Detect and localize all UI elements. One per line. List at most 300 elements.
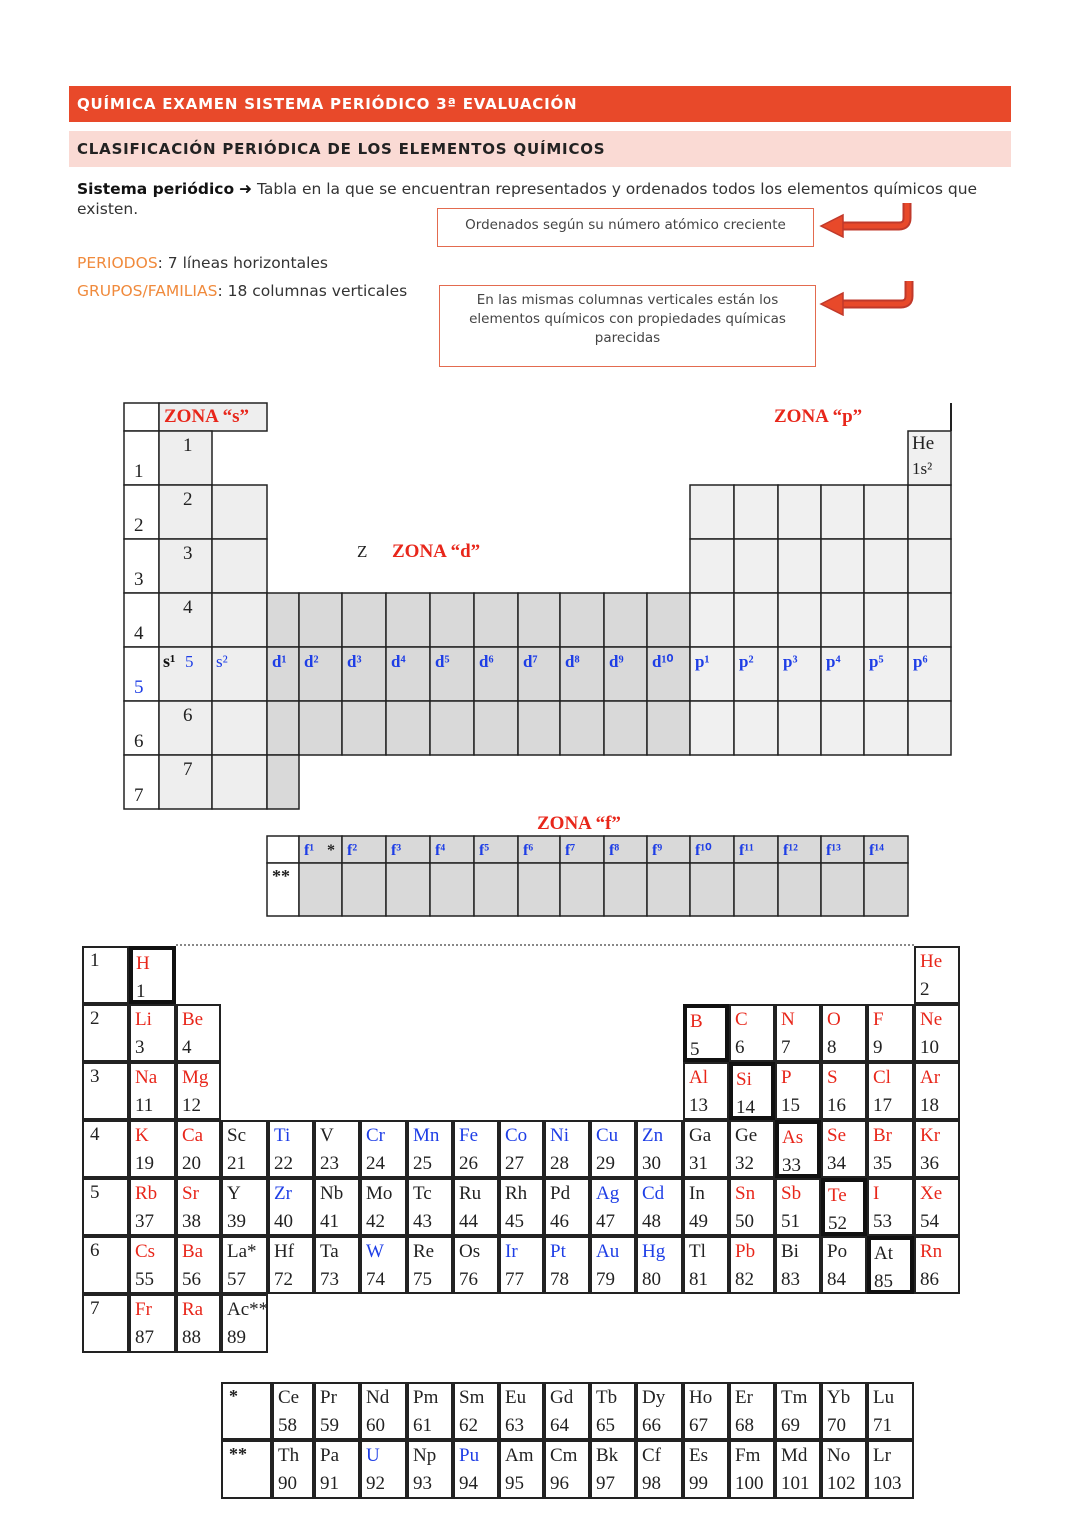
element-symbol: In	[689, 1183, 705, 1204]
element-symbol: Sb	[781, 1183, 802, 1204]
atomic-number: 86	[920, 1269, 939, 1290]
element-cell	[176, 1062, 221, 1120]
element-symbol: Mo	[366, 1183, 393, 1204]
element-cell	[176, 1004, 221, 1062]
element-cell	[914, 1004, 960, 1062]
element-symbol: Ru	[459, 1183, 482, 1204]
element-symbol: Sr	[182, 1183, 199, 1204]
s2-cell	[212, 593, 267, 647]
atomic-number: 68	[735, 1415, 754, 1436]
p-cell	[734, 593, 778, 647]
element-cell	[544, 1440, 590, 1499]
atomic-number: 46	[550, 1211, 569, 1232]
element-symbol: Pd	[550, 1183, 571, 1204]
atomic-number: 56	[182, 1269, 201, 1290]
s2-cell	[212, 539, 267, 593]
atomic-number: 92	[366, 1473, 385, 1494]
zone-d-label: ZONA “d”	[392, 541, 481, 562]
element-symbol: Kr	[920, 1125, 941, 1146]
atomic-number: 72	[274, 1269, 293, 1290]
period-number: 4	[134, 623, 144, 644]
atomic-number: 63	[505, 1415, 524, 1436]
element-symbol: Cu	[596, 1125, 619, 1146]
atomic-number: 13	[689, 1095, 708, 1116]
f-cell	[299, 863, 342, 916]
atomic-number: 58	[278, 1415, 297, 1436]
element-cell	[821, 1178, 867, 1236]
atomic-number: 5	[690, 1039, 700, 1060]
note-atomic-order: Ordenados según su número atómico creciente	[437, 208, 814, 247]
element-symbol: Xe	[920, 1183, 943, 1204]
element-cell	[221, 1236, 268, 1294]
p-cell	[778, 593, 821, 647]
period-cell: 5	[82, 1178, 129, 1236]
atomic-number: 91	[320, 1473, 339, 1494]
d-label: d¹⁰	[652, 652, 674, 671]
element-cell	[821, 1440, 867, 1499]
atomic-number: 85	[874, 1271, 893, 1292]
element-cell	[914, 1120, 960, 1178]
atomic-number: 10	[920, 1037, 939, 1058]
element-cell	[453, 1236, 499, 1294]
d-label: d²	[304, 652, 319, 671]
element-cell	[453, 1382, 499, 1440]
atomic-number: 37	[135, 1211, 154, 1232]
zone-d-prefix: Z	[357, 542, 368, 561]
d-cell	[474, 701, 518, 755]
element-symbol: Mg	[182, 1067, 209, 1088]
zone-f-label: ZONA “f”	[537, 813, 621, 834]
s2-cell	[212, 755, 267, 809]
f-cell	[386, 863, 430, 916]
f-label: f¹¹	[739, 842, 754, 859]
element-cell	[407, 1440, 453, 1499]
element-cell	[775, 1120, 821, 1178]
element-symbol: Ac**	[227, 1299, 269, 1320]
atomic-number: 19	[135, 1153, 154, 1174]
d-label: d¹	[272, 652, 287, 671]
atomic-number: 87	[135, 1327, 154, 1348]
period-cell: 6	[82, 1236, 129, 1294]
p-cell	[690, 485, 734, 539]
element-symbol: I	[873, 1183, 880, 1204]
f-row-label: **	[272, 866, 290, 886]
atomic-number: 40	[274, 1211, 293, 1232]
atomic-number: 54	[920, 1211, 939, 1232]
element-cell	[268, 1178, 314, 1236]
element-cell	[314, 1120, 360, 1178]
element-cell	[729, 1382, 775, 1440]
element-cell	[683, 1004, 729, 1062]
f-cell	[734, 863, 778, 916]
d-label: d⁵	[435, 652, 450, 671]
element-cell	[775, 1236, 821, 1294]
element-symbol: Es	[689, 1445, 708, 1466]
f-star-mark: *	[327, 842, 335, 859]
element-cell	[272, 1440, 314, 1499]
atomic-number: 98	[642, 1473, 661, 1494]
period-number: 7	[134, 785, 144, 806]
atomic-number: 90	[278, 1473, 297, 1494]
element-symbol: Te	[828, 1185, 847, 1206]
element-symbol: F	[873, 1009, 884, 1030]
atomic-number: 2	[920, 979, 930, 1000]
atomic-number: 17	[873, 1095, 892, 1116]
element-cell	[821, 1120, 867, 1178]
f-label: f¹²	[783, 842, 798, 859]
d-cell	[267, 755, 299, 809]
atomic-number: 55	[135, 1269, 154, 1290]
atomic-number: 59	[320, 1415, 339, 1436]
f-cell	[647, 863, 690, 916]
element-symbol: Tc	[413, 1183, 432, 1204]
atomic-number: 70	[827, 1415, 846, 1436]
f-series-label-cell: **	[221, 1440, 272, 1499]
element-cell	[867, 1004, 914, 1062]
f-label: f¹	[304, 842, 315, 859]
element-cell	[314, 1178, 360, 1236]
s-column-number: 4	[183, 597, 193, 618]
atomic-number: 74	[366, 1269, 385, 1290]
element-cell	[176, 1120, 221, 1178]
d-label: d⁷	[523, 652, 538, 671]
element-cell	[775, 1440, 821, 1499]
p-cell	[690, 701, 734, 755]
element-cell	[867, 1382, 914, 1440]
d-cell	[560, 701, 604, 755]
element-symbol: Po	[827, 1241, 848, 1262]
atomic-number: 71	[873, 1415, 892, 1436]
element-cell	[314, 1382, 360, 1440]
atomic-number: 88	[182, 1327, 201, 1348]
element-cell	[821, 1004, 867, 1062]
f-label: f¹³	[826, 842, 841, 859]
note-columns: En las mismas columnas verticales están los elementos químicos con propiedades químicas parecidas	[439, 285, 816, 367]
element-cell	[129, 1178, 176, 1236]
atomic-number: 45	[505, 1211, 524, 1232]
element-cell	[314, 1440, 360, 1499]
element-cell	[683, 1440, 729, 1499]
element-cell	[499, 1236, 544, 1294]
element-cell	[683, 1062, 729, 1120]
element-symbol: Pt	[550, 1241, 566, 1262]
periodos-label: PERIODOS	[77, 254, 158, 272]
he-config: 1s²	[912, 459, 933, 478]
f-cell	[778, 863, 821, 916]
atomic-number: 34	[827, 1153, 846, 1174]
f-series-label-cell: *	[221, 1382, 272, 1440]
element-symbol: Be	[182, 1009, 204, 1030]
atomic-number: 32	[735, 1153, 754, 1174]
p-cell	[821, 539, 864, 593]
element-symbol: Ar	[920, 1067, 941, 1088]
element-symbol: Np	[413, 1445, 437, 1466]
d-cell	[518, 701, 560, 755]
atomic-number: 22	[274, 1153, 293, 1174]
p-cell	[908, 593, 951, 647]
atomic-number: 25	[413, 1153, 432, 1174]
element-symbol: Gd	[550, 1387, 574, 1408]
element-symbol: Lr	[873, 1445, 891, 1466]
atomic-number: 6	[735, 1037, 745, 1058]
d-label: d⁶	[479, 652, 494, 671]
atomic-number: 42	[366, 1211, 385, 1232]
element-cell	[129, 1062, 176, 1120]
element-symbol: Fe	[459, 1125, 478, 1146]
element-symbol: Bi	[781, 1241, 799, 1262]
element-symbol: Sm	[459, 1387, 485, 1408]
atomic-number: 102	[827, 1473, 856, 1494]
element-symbol: Rb	[135, 1183, 158, 1204]
element-symbol: La*	[227, 1241, 257, 1262]
element-cell	[268, 1120, 314, 1178]
d-cell	[430, 593, 474, 647]
element-cell	[729, 1120, 775, 1178]
element-cell	[221, 1178, 268, 1236]
period-cell: 7	[82, 1294, 129, 1353]
element-symbol: Al	[689, 1067, 708, 1088]
atomic-number: 76	[459, 1269, 478, 1290]
element-cell	[272, 1382, 314, 1440]
atomic-number: 15	[781, 1095, 800, 1116]
element-symbol: B	[690, 1011, 703, 1032]
d-cell	[386, 593, 430, 647]
f-cell	[560, 863, 604, 916]
element-symbol: Os	[459, 1241, 481, 1262]
atomic-number: 3	[135, 1037, 145, 1058]
d-cell	[267, 701, 299, 755]
f-label: f⁴	[435, 842, 446, 859]
period-cell: 1	[82, 946, 129, 1004]
element-cell	[544, 1178, 590, 1236]
element-symbol: Fm	[735, 1445, 761, 1466]
element-cell	[544, 1382, 590, 1440]
atomic-number: 36	[920, 1153, 939, 1174]
f-label: f³	[391, 842, 402, 859]
p-label: p³	[783, 652, 798, 671]
p-cell	[734, 485, 778, 539]
element-symbol: Cm	[550, 1445, 578, 1466]
atomic-number: 33	[782, 1155, 801, 1176]
atomic-number: 14	[736, 1097, 755, 1118]
f-label: f⁶	[523, 842, 534, 859]
atomic-number: 9	[873, 1037, 883, 1058]
element-symbol: Y	[227, 1183, 241, 1204]
atomic-number: 38	[182, 1211, 201, 1232]
element-cell	[636, 1382, 683, 1440]
atomic-number: 103	[873, 1473, 902, 1494]
element-symbol: H	[136, 953, 150, 974]
element-cell	[729, 1178, 775, 1236]
element-cell	[914, 1178, 960, 1236]
d-cell	[604, 593, 647, 647]
atomic-number: 23	[320, 1153, 339, 1174]
f-cell	[430, 863, 474, 916]
p-cell	[778, 539, 821, 593]
atomic-number: 97	[596, 1473, 615, 1494]
intro-text: Tabla en la que se encuentran representados y ordenados todos los elementos químicos que existen.	[77, 180, 978, 218]
d-cell	[604, 701, 647, 755]
p-label: p²	[739, 652, 754, 671]
element-symbol: Md	[781, 1445, 808, 1466]
atomic-number: 82	[735, 1269, 754, 1290]
p-cell	[690, 539, 734, 593]
element-cell	[221, 1294, 268, 1353]
element-symbol: Re	[413, 1241, 435, 1262]
atomic-number: 51	[781, 1211, 800, 1232]
period-1-gap-line	[176, 944, 914, 946]
element-symbol: Dy	[642, 1387, 666, 1408]
atomic-number: 21	[227, 1153, 246, 1174]
element-symbol: Si	[736, 1069, 752, 1090]
element-cell	[590, 1120, 636, 1178]
atomic-number: 50	[735, 1211, 754, 1232]
d-cell	[560, 593, 604, 647]
element-symbol: K	[135, 1125, 149, 1146]
atomic-number: 79	[596, 1269, 615, 1290]
section-title: CLASIFICACIÓN PERIÓDICA DE LOS ELEMENTOS QUÍMICOS	[69, 131, 1011, 167]
element-cell	[176, 1294, 221, 1353]
element-symbol: O	[827, 1009, 841, 1030]
element-symbol: Au	[596, 1241, 620, 1262]
element-symbol: C	[735, 1009, 748, 1030]
element-symbol: Ca	[182, 1125, 204, 1146]
atomic-number: 73	[320, 1269, 339, 1290]
f-cell	[342, 863, 386, 916]
s1-label: s¹	[163, 651, 176, 671]
period-number: 3	[134, 569, 144, 590]
element-symbol: Ni	[550, 1125, 569, 1146]
f-cell	[864, 863, 908, 916]
f-label: f⁸	[609, 842, 620, 859]
element-cell	[499, 1178, 544, 1236]
element-symbol: Cl	[873, 1067, 891, 1088]
d-label: d³	[347, 652, 362, 671]
s2-label: s²	[216, 652, 228, 671]
element-cell	[867, 1178, 914, 1236]
period-number: 6	[134, 731, 144, 752]
atomic-number: 1	[136, 981, 146, 1002]
atomic-number: 101	[781, 1473, 810, 1494]
atomic-number: 89	[227, 1327, 246, 1348]
element-symbol: Sc	[227, 1125, 246, 1146]
element-cell	[129, 946, 176, 1004]
s2-cell	[212, 701, 267, 755]
element-cell	[821, 1236, 867, 1294]
element-symbol: Eu	[505, 1387, 527, 1408]
atomic-number: 64	[550, 1415, 569, 1436]
f-label: f⁹	[652, 842, 663, 859]
element-symbol: Ge	[735, 1125, 758, 1146]
element-symbol: At	[874, 1243, 893, 1264]
s-column-number: 1	[183, 435, 193, 456]
atomic-number: 53	[873, 1211, 892, 1232]
element-cell	[590, 1382, 636, 1440]
element-cell	[129, 1120, 176, 1178]
atomic-number: 80	[642, 1269, 661, 1290]
atomic-number: 93	[413, 1473, 432, 1494]
atomic-number: 77	[505, 1269, 524, 1290]
atomic-number: 52	[828, 1213, 847, 1234]
element-symbol: Cr	[366, 1125, 385, 1146]
element-symbol: He	[920, 951, 943, 972]
element-symbol: Pr	[320, 1387, 337, 1408]
element-symbol: Tl	[689, 1241, 706, 1262]
p-cell	[864, 593, 908, 647]
element-cell	[268, 1236, 314, 1294]
f-cell	[690, 863, 734, 916]
grupos-label: GRUPOS/FAMILIAS	[77, 282, 218, 300]
element-cell	[590, 1236, 636, 1294]
element-symbol: Ga	[689, 1125, 712, 1146]
f-cell	[474, 863, 518, 916]
d-cell	[518, 593, 560, 647]
period-cell: 3	[82, 1062, 129, 1120]
atomic-number: 48	[642, 1211, 661, 1232]
atomic-number: 35	[873, 1153, 892, 1174]
element-cell	[775, 1062, 821, 1120]
p-label: p⁶	[913, 652, 928, 671]
element-cell	[683, 1178, 729, 1236]
element-symbol: Yb	[827, 1387, 851, 1408]
atomic-number: 62	[459, 1415, 478, 1436]
element-cell	[636, 1440, 683, 1499]
p-label: p¹	[695, 652, 710, 671]
element-cell	[636, 1178, 683, 1236]
element-cell	[590, 1178, 636, 1236]
s-column-number: 3	[183, 543, 193, 564]
element-cell	[453, 1440, 499, 1499]
f-label: f¹⁴	[869, 842, 884, 859]
atomic-number: 41	[320, 1211, 339, 1232]
p-label: p⁵	[869, 652, 884, 671]
element-symbol: Pu	[459, 1445, 480, 1466]
atomic-number: 24	[366, 1153, 385, 1174]
element-symbol: Na	[135, 1067, 158, 1088]
s-column-number: 2	[183, 489, 193, 510]
period-cell: 4	[82, 1120, 129, 1178]
p-cell	[908, 539, 951, 593]
element-symbol: Nb	[320, 1183, 344, 1204]
element-cell	[821, 1382, 867, 1440]
element-symbol: S	[827, 1067, 838, 1088]
s2-cell	[212, 485, 267, 539]
f-label: f²	[347, 842, 358, 859]
element-symbol: Zr	[274, 1183, 292, 1204]
atomic-number: 43	[413, 1211, 432, 1232]
atomic-number: 60	[366, 1415, 385, 1436]
d-cell	[267, 593, 299, 647]
element-cell	[129, 1004, 176, 1062]
f-cell	[518, 863, 560, 916]
element-cell	[544, 1120, 590, 1178]
f-label: f¹⁰	[695, 842, 712, 859]
element-symbol: Se	[827, 1125, 846, 1146]
element-cell	[914, 1236, 960, 1294]
p-cell	[778, 485, 821, 539]
atomic-number: 100	[735, 1473, 764, 1494]
atomic-number: 78	[550, 1269, 569, 1290]
f-cell	[604, 863, 647, 916]
atomic-number: 47	[596, 1211, 615, 1232]
p-cell	[908, 485, 951, 539]
element-cell	[867, 1440, 914, 1499]
element-cell	[914, 946, 960, 1004]
element-cell	[360, 1236, 407, 1294]
atomic-number: 96	[550, 1473, 569, 1494]
atomic-number: 18	[920, 1095, 939, 1116]
s-column-number: 5	[185, 652, 194, 671]
